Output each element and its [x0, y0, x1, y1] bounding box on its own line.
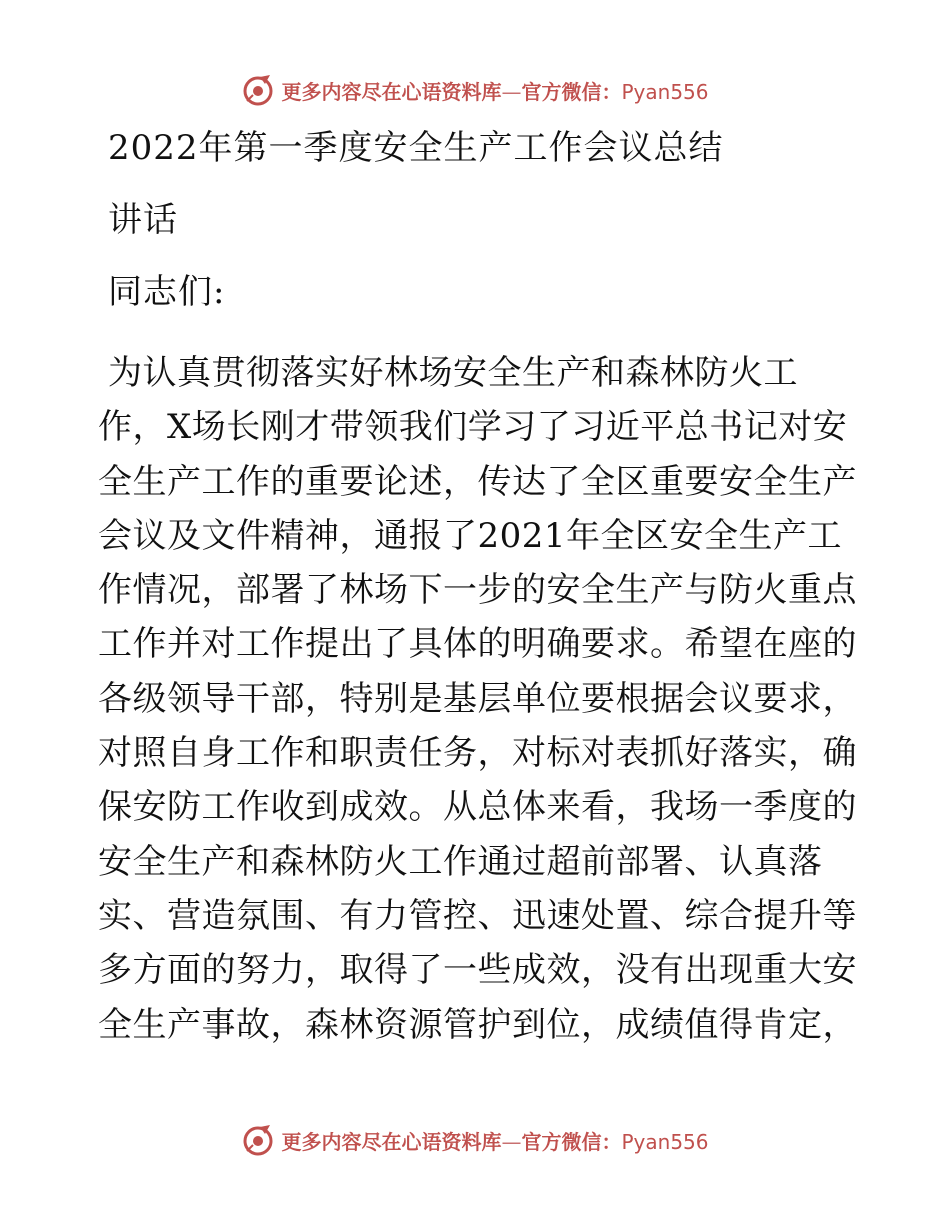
body-line: 多方面的努力，取得了一些成效，没有出现重大安 — [98, 950, 857, 991]
watermark-label: 官方微信： — [521, 79, 622, 104]
body-line: 对照自身工作和职责任务，对标对表抓好落实，确 — [98, 733, 857, 774]
watermark-text — [281, 76, 708, 105]
watermark-separator: — — [501, 1129, 522, 1154]
watermark-site-name: 更多内容尽在心语资料库 — [281, 79, 502, 104]
watermark-wechat-id: Pyan556 — [621, 79, 709, 104]
header-watermark — [0, 70, 950, 110]
body-line: 会议及文件精神，通报了2021年全区安全生产工 — [98, 515, 843, 556]
body-line: 安全生产和森林防火工作通过超前部署、认真落 — [98, 841, 823, 882]
body-line: 保安防工作收到成效。从总体来看，我场一季度的 — [98, 787, 857, 828]
watermark-wechat-id: Pyan556 — [621, 1129, 709, 1154]
body-paragraph — [98, 346, 858, 1052]
watermark-text — [281, 1126, 708, 1155]
footer-watermark — [0, 1120, 950, 1160]
salutation: 同志们: — [108, 272, 226, 312]
logo-icon — [241, 1123, 275, 1157]
body-line: 作情况，部署了林场下一步的安全生产与防火重点 — [98, 570, 857, 611]
watermark-label: 官方微信： — [521, 1129, 622, 1154]
body-line: 工作并对工作提出了具体的明确要求。希望在座的 — [98, 624, 857, 665]
body-line: 作，X场长刚才带领我们学习了习近平总书记对安 — [98, 407, 848, 448]
logo-icon — [241, 73, 275, 107]
body-line: 全生产工作的重要论述，传达了全区重要安全生产 — [98, 461, 857, 502]
watermark-site-name: 更多内容尽在心语资料库 — [281, 1129, 502, 1154]
document-subtitle: 讲话 — [108, 200, 178, 240]
watermark-separator: — — [501, 79, 522, 104]
body-line: 为认真贯彻落实好林场安全生产和森林防火工 — [108, 353, 798, 393]
body-line: 各级领导干部，特别是基层单位要根据会议要求， — [98, 678, 857, 719]
document-title: 2022年第一季度安全生产工作会议总结 — [108, 128, 724, 168]
body-line: 实、营造氛围、有力管控、迅速处置、综合提升等 — [98, 895, 857, 936]
body-line: 全生产事故，森林资源管护到位，成绩值得肯定， — [98, 1004, 857, 1045]
